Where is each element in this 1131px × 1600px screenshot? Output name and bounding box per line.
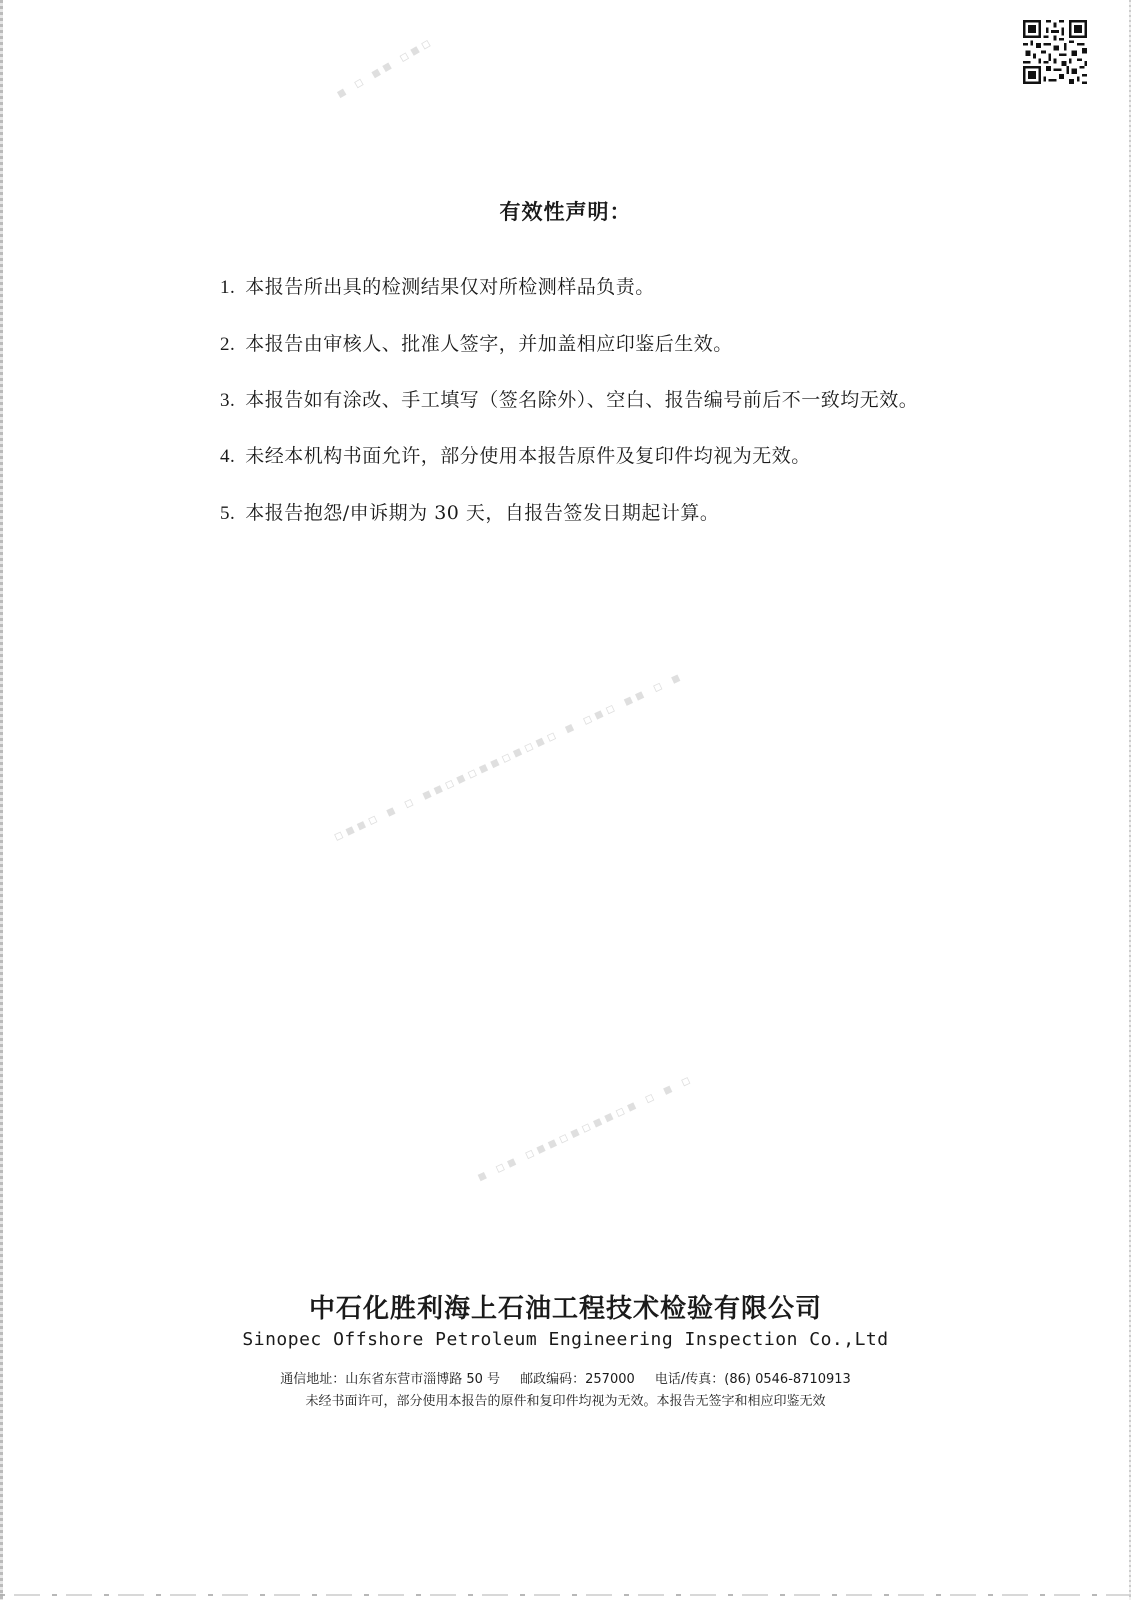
item-number: 5. (220, 503, 236, 524)
item-number: 1. (220, 277, 236, 298)
item-text: 本报告抱怨/申诉期为 30 天，自报告签发日期起计算。 (245, 502, 720, 524)
validity-notice: 未经书面许可，部分使用本报告的原件和复印件均视为无效。本报告无签字和相应印鉴无效 (305, 1394, 826, 1409)
company-name-en: Sinopec Offshore Petroleum Engineering Inspection Co.,Ltd (242, 1329, 889, 1350)
declaration-item (170, 431, 960, 482)
declaration-item (170, 319, 960, 370)
address: 通信地址：山东省东营市淄博路 50 号 (280, 1372, 500, 1387)
item-text: 本报告由审核人、批准人签字，并加盖相应印鉴后生效。 (245, 333, 733, 355)
watermark-faint: ▪ ▫ ▪▪ ▫▪▫ (333, 33, 437, 103)
phone-fax: 电话/传真：(86) 0546-8710913 (654, 1372, 851, 1387)
qr-code-icon (1023, 20, 1087, 84)
declaration-item (170, 376, 960, 425)
watermark-faint: ▪ ▫▪ ▫▪▪▫▪▫▪▪▫▪ ▫ ▪ ▫ (474, 1070, 697, 1186)
item-text: 本报告所出具的检测结果仅对所检测样品负责。 (245, 276, 655, 298)
company-name-cn: 中石化胜利海上石油工程技术检验有限公司 (308, 1294, 822, 1324)
postcode: 邮政编码：257000 (520, 1372, 635, 1387)
declaration-item (170, 488, 960, 539)
item-number: 4. (220, 446, 236, 467)
item-number: 2. (220, 334, 236, 355)
scan-edge-bottom (0, 1594, 1131, 1596)
declaration-list (170, 262, 960, 545)
item-text: 未经本机构书面允许，部分使用本报告原件及复印件均视为无效。 (245, 445, 811, 467)
declaration-title: 有效性声明： (499, 200, 632, 224)
contact-line (0, 1370, 1131, 1390)
item-text: 本报告如有涂改、手工填写（签名除外）、空白、报告编号前后不一致均无效。 (245, 389, 919, 411)
watermark-faint: ▫▪▪▫ ▪ ▫ ▪▪▫▪▫▪▪▫▪▫▪▫ ▪ ▫▪▫ ▪▪ ▫ ▪ (330, 668, 687, 846)
item-number: 3. (220, 390, 236, 411)
declaration-item (170, 262, 960, 313)
report-footer (0, 1288, 1131, 1409)
